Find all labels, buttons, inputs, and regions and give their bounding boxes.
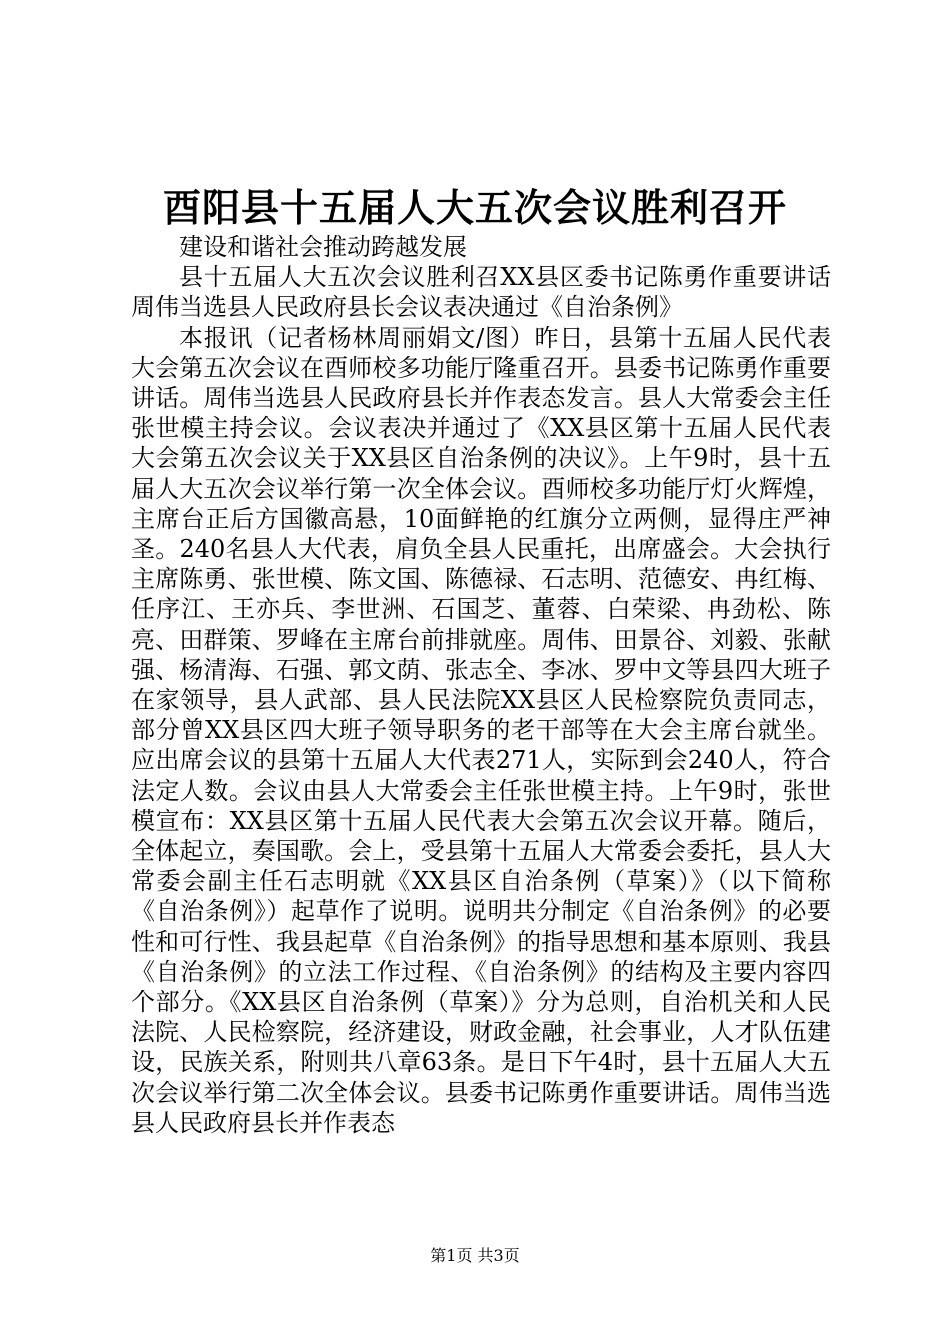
subtitle-paragraph: 建设和谐社会推动跨越发展 xyxy=(179,233,467,261)
document-body xyxy=(131,232,831,1138)
headline-paragraph: 县十五届人大五次会议胜利召XX县区委书记陈勇作重要讲话周伟当选县人民政府县长会议表决通过《自治条例》 xyxy=(131,263,831,322)
document-title: 酉阳县十五届人大五次会议胜利召开 xyxy=(162,185,787,230)
body-paragraph: 本报讯（记者杨林周丽娟文/图）昨日，县第十五届人民代表大会第五次会议在酉师校多功能厅隆重召开。县委书记陈勇作重要讲话。周伟当选县人民政府县长并作表态发言。县人大常委会主任张世模主持会议。会议表决并通过了《XX县区第十五届人民代表大会第五次会议关于XX县区自治条例的决议》。上午9时，县十五届人大五次会议举行第一次全体会议。酉师校多功能厅灯火辉煌，主席台正后方国徽高悬，10面鲜艳的红旗分立两侧，显得庄严神圣。240名县人大代表，肩负全县人民重托，出席盛会。大会执行主席陈勇、张世模、陈文国、陈德禄、石志明、范德安、冉红梅、任序江、王亦兵、李世洲、石国芝、董蓉、白荣梁、冉劲松、陈亮、田群策、罗峰在主席台前排就座。周伟、田景谷、刘毅、张献强、杨清海、石强、郭文荫、张志全、李冰、罗中文等县四大班子在家领导，县人武部、县人民法院XX县区人民检察院负责同志，部分曾XX县区四大班子领导职务的老干部等在大会主席台就坐。应出席会议的县第十五届人大代表271人，实际到会240人，符合法定人数。会议由县人大常委会主任张世模主持。上午9时，张世模宣布：XX县区第十五届人民代表大会第五次会议开幕。随后，全体起立，奏国歌。会上，受县第十五届人大常委会委托，县人大常委会副主任石志明就《XX县区自治条例（草案）》（以下简称《自治条例》）起草作了说明。说明共分制定《自治条例》的必要性和可行性、我县起草《自治条例》的指导思想和基本原则、我县《自治条例》的立法工作过程、《自治条例》的结构及主要内容四个部分。《XX县区自治条例（草案）》分为总则，自治机关和人民法院、人民检察院，经济建设，财政金融，社会事业，人才队伍建设，民族关系，附则共八章63条。是日下午4时，县十五届人大五次会议举行第二次全体会议。县委书记陈勇作重要讲话。周伟当选县人民政府县长并作表态 xyxy=(131,323,831,1137)
page-number-footer: 第1页 共3页 xyxy=(430,1246,520,1265)
